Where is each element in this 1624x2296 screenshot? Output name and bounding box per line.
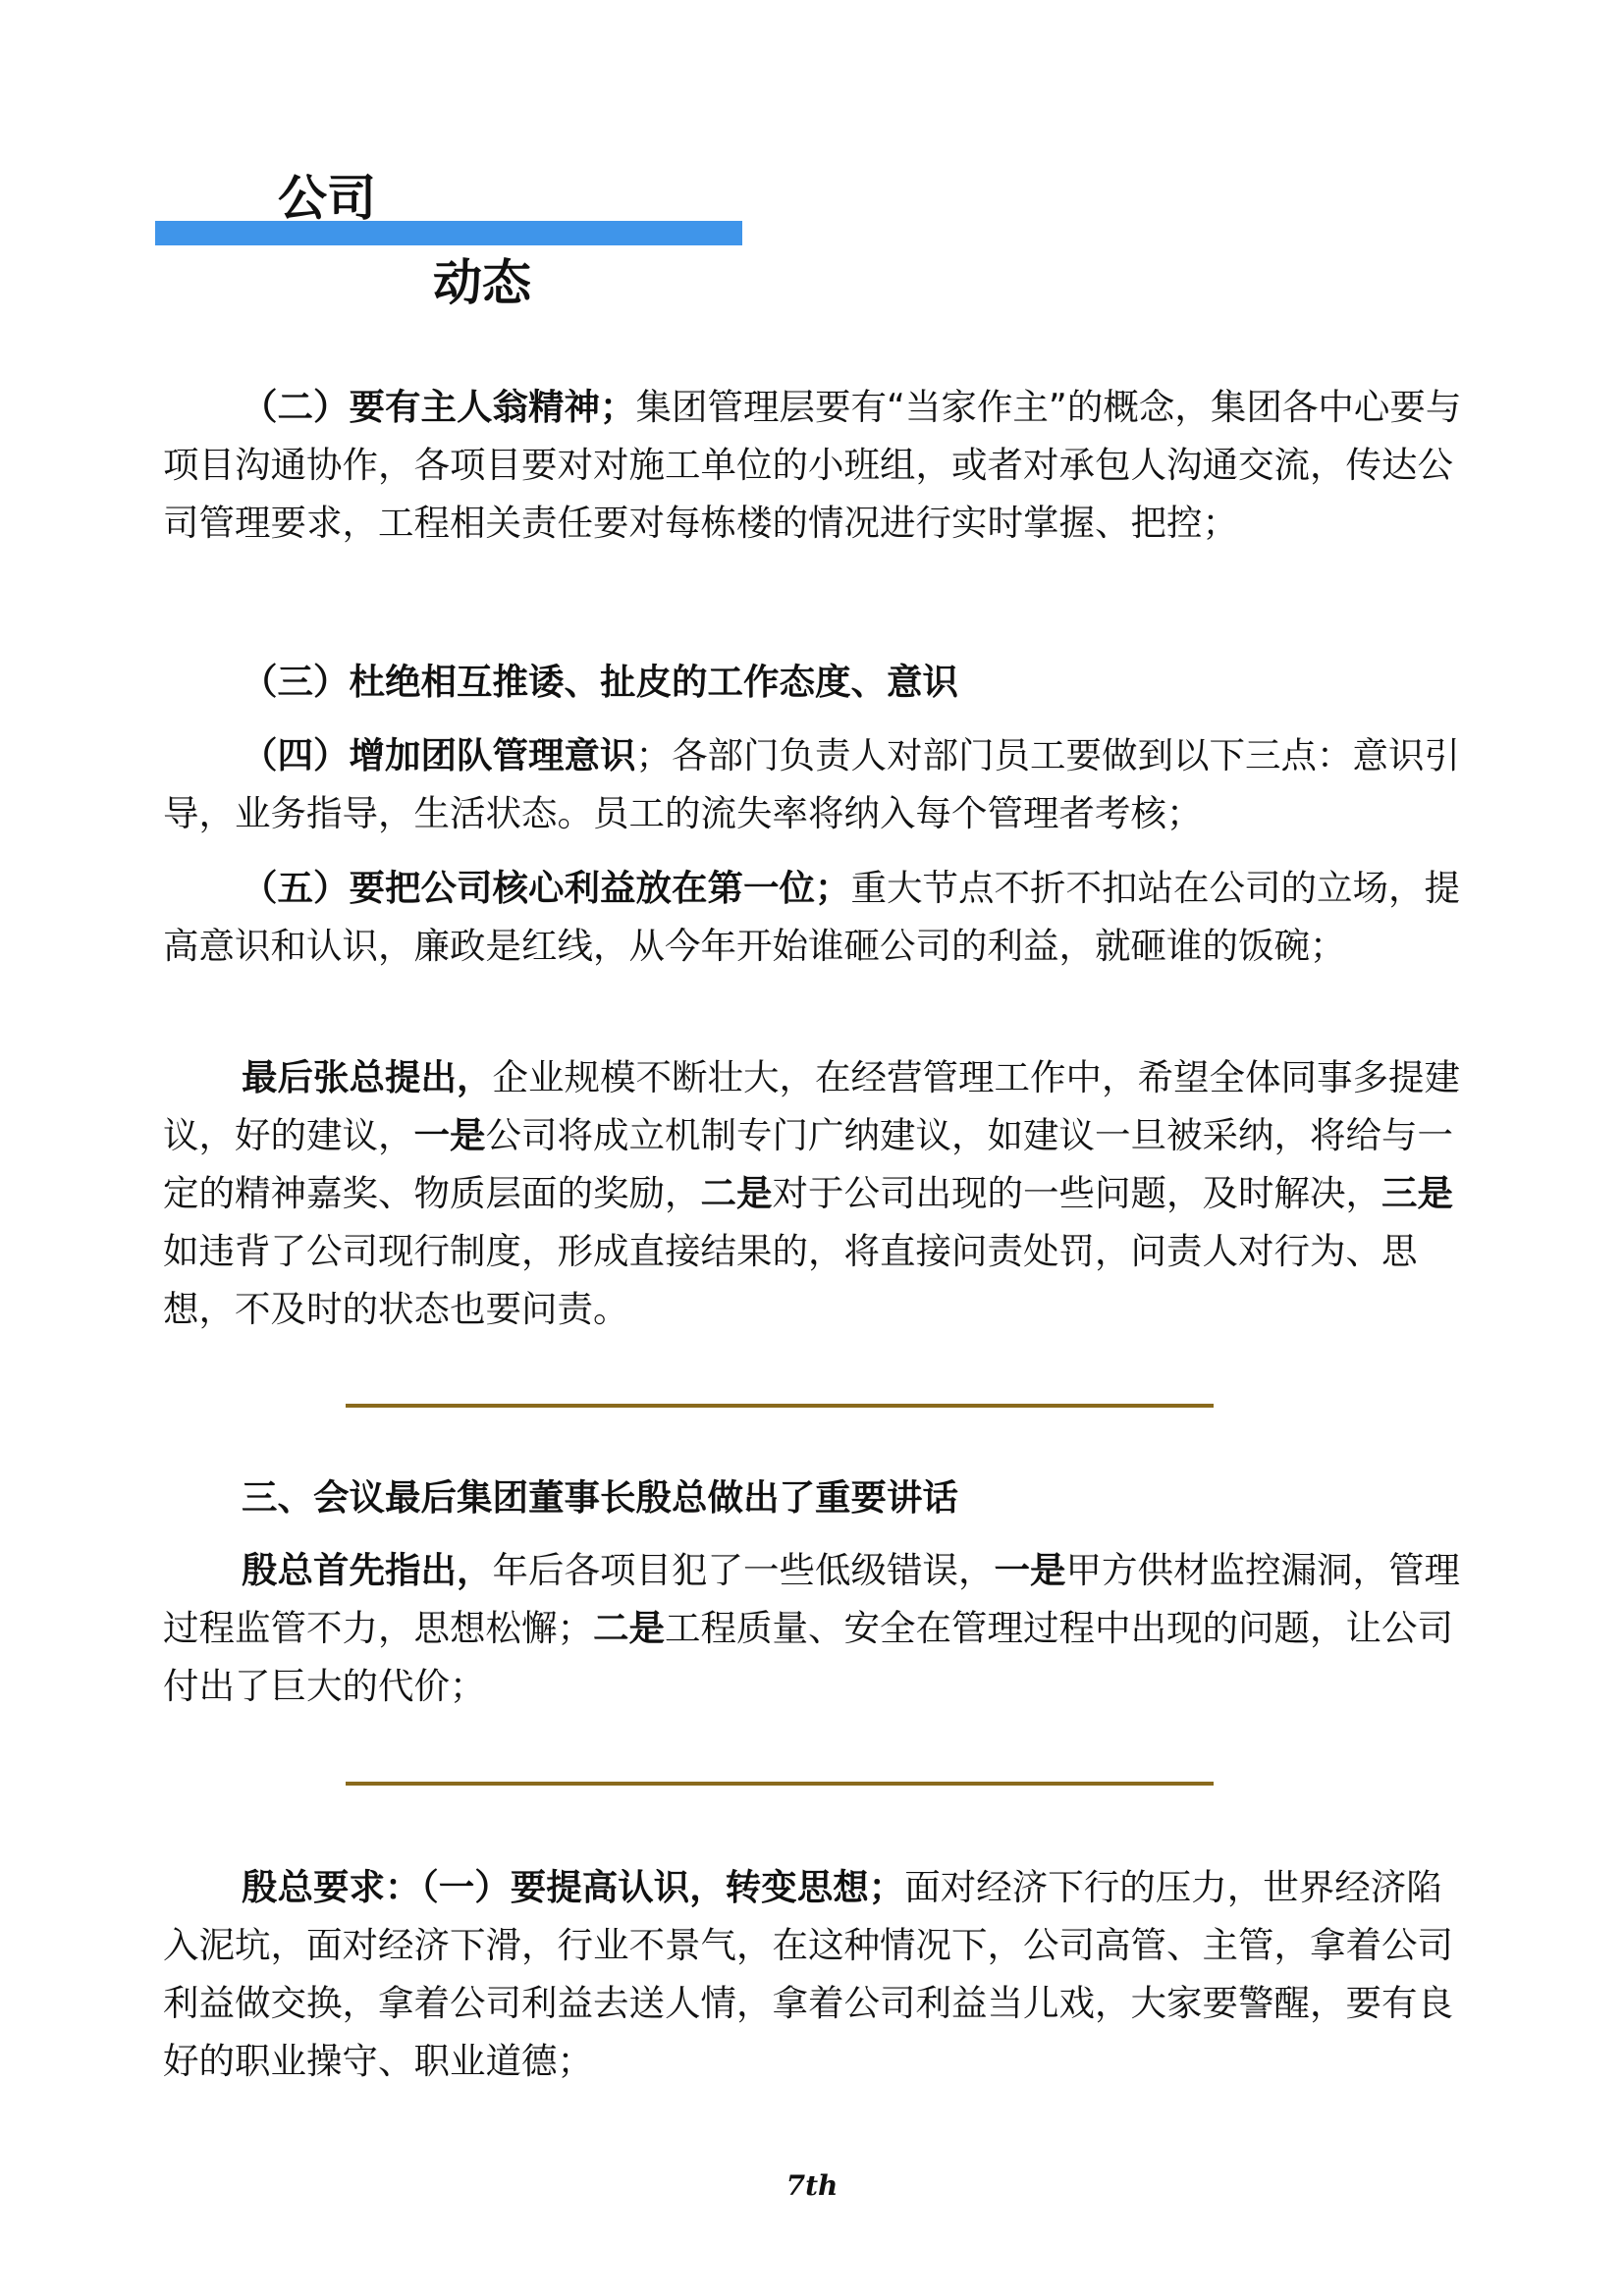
paragraph-spirit — [163, 378, 1473, 552]
paragraph-body: 集团管理层要有“当家作主”的概念，集团各中心要与项目沟通协作，各项目要对对施工单位的小班组，或者对承包人沟通交流，传达公司管理要求，工程相关责任要对每栋楼的情况进行实时掌握、把控； — [163, 386, 1462, 544]
paragraph-text: 公司将成立机制专门广纳建议，如建议一旦被采纳，将给与一定的精神嘉奖、物质层面的奖励， — [163, 1114, 1453, 1214]
paragraph-body: 重大节点不折不扣站在公司的立场，提高意识和认识，廉政是红线，从今年开始谁砸公司的利益，就砸谁的饭碗； — [163, 867, 1460, 967]
divider-line — [346, 1404, 1214, 1408]
paragraph-text: 对于公司出现的一些问题，及时解决， — [772, 1172, 1381, 1214]
paragraph-emphasis: 二是 — [593, 1607, 665, 1649]
divider-line — [346, 1782, 1214, 1786]
paragraph-text: 工程质量、安全在管理过程中出现的问题，让公司付出了巨大的代价； — [163, 1607, 1453, 1707]
section-heading — [163, 1468, 1473, 1526]
paragraph-text: 年后各项目犯了一些低级错误， — [492, 1549, 995, 1591]
paragraph-lead: （三）杜绝相互推诿、扯皮的工作态度、意识 — [242, 661, 958, 703]
paragraph-emphasis: 一是 — [413, 1114, 486, 1156]
paragraph-text: 甲方供材监控漏洞，管理过程监管不力，思想松懈； — [163, 1549, 1460, 1649]
paragraph-lead: （五）要把公司核心利益放在第一位； — [242, 867, 851, 909]
paragraph-zhang-proposal — [163, 1048, 1473, 1338]
paragraph-core-interest — [163, 859, 1473, 975]
paragraph-text: 企业规模不断壮大，在经营管理工作中，希望全体同事多提建议，好的建议， — [163, 1056, 1460, 1156]
paragraph-lead: （四）增加团队管理意识 — [242, 734, 636, 776]
paragraph-team-management — [163, 726, 1473, 842]
paragraph-lead: 最后张总提出， — [242, 1056, 493, 1098]
header-accent-bar — [155, 221, 742, 245]
paragraph-text: 如违背了公司现行制度，形成直接结果的，将直接问责处罚，问责人对行为、思想，不及时的状态也要问责。 — [163, 1230, 1418, 1330]
section-heading-text: 三、会议最后集团董事长殷总做出了重要讲话 — [242, 1476, 958, 1519]
paragraph-no-shirking — [163, 653, 1473, 711]
paragraph-body: 面对经济下行的压力，世界经济陷入泥坑，面对经济下滑，行业不景气，在这种情况下，公司高管、主管，拿着公司利益做交换，拿着公司利益去送人情，拿着公司利益当儿戏，大家要警醒，要有良好的职业操守、职业道德； — [163, 1866, 1453, 2082]
paragraph-lead: （二）要有主人翁精神； — [242, 386, 636, 428]
paragraph-lead: 殷总要求：（一）要提高认识，转变思想； — [242, 1866, 905, 1908]
paragraph-yin-remarks — [163, 1541, 1473, 1715]
paragraph-yin-requirements — [163, 1858, 1473, 2090]
section-title-line1: 公司 — [278, 170, 376, 227]
paragraph-body: ；各部门负责人对部门员工要做到以下三点：意识引导，业务指导，生活状态。员工的流失率将纳入每个管理者考核； — [163, 734, 1460, 834]
section-title-line2: 动态 — [433, 254, 531, 311]
paragraph-lead: 殷总首先指出， — [242, 1549, 493, 1591]
page-number: 7th — [785, 2169, 839, 2202]
paragraph-emphasis: 二是 — [700, 1172, 773, 1214]
paragraph-emphasis: 三是 — [1381, 1172, 1453, 1214]
paragraph-emphasis: 一是 — [994, 1549, 1066, 1591]
